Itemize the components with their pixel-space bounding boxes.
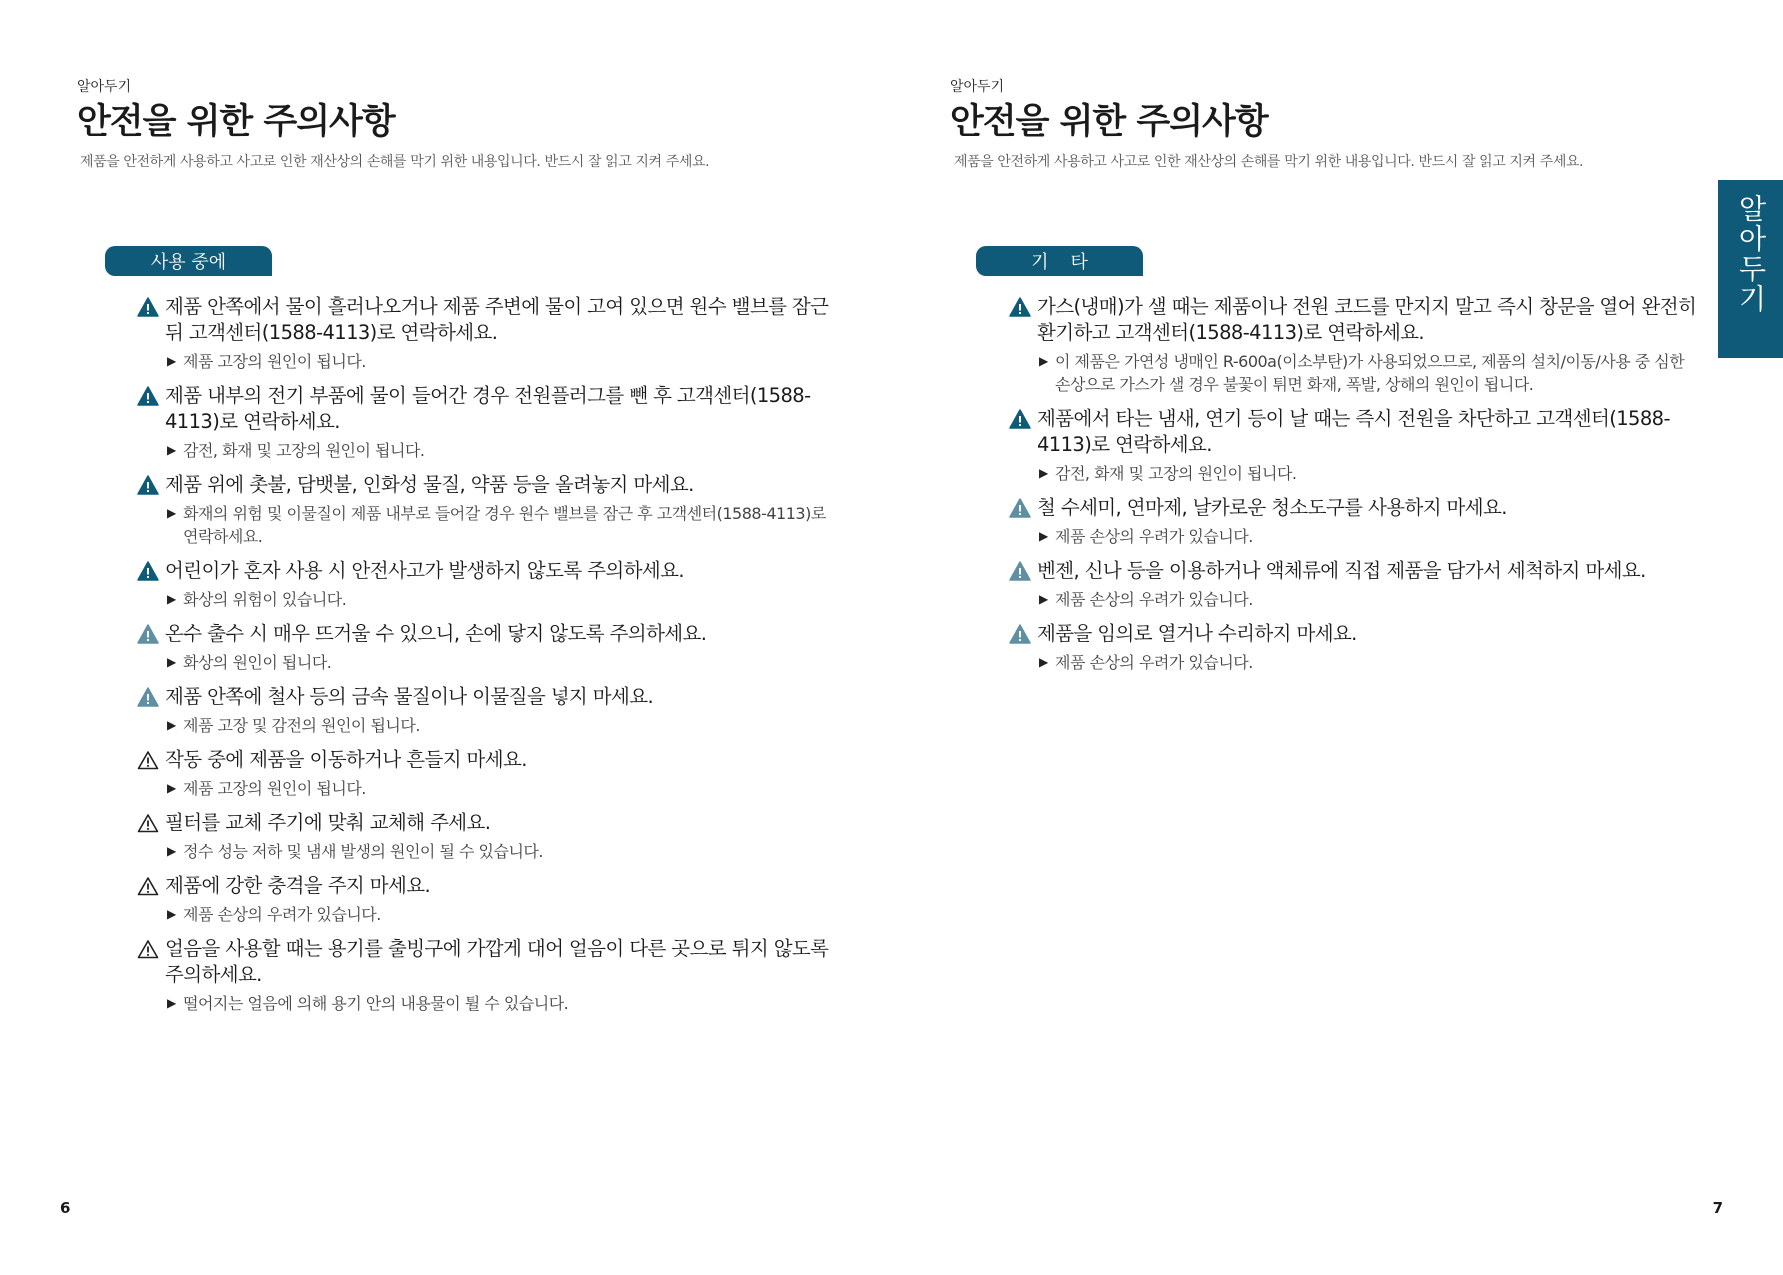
item-note: ▶ 제품 고장의 원인이 됩니다. [167,779,366,798]
arrow-right-icon: ▶ [1039,655,1048,669]
item-text: 철 수세미, 연마제, 날카로운 청소도구를 사용하지 마세요. [1037,496,1507,519]
warning-filled-icon [1009,409,1031,429]
item-note: ▶ 제품 고장의 원인이 됩니다. [167,352,366,371]
item-note: ▶ 화상의 위험이 있습니다. [167,590,347,609]
list-item [137,294,837,373]
warning-outline-icon [137,876,159,896]
page-title: 안전을 위한 주의사항 [77,102,395,142]
item-text: 벤젠, 신나 등을 이용하거나 액체류에 직접 제품을 담가서 세척하지 마세요. [1037,559,1646,582]
arrow-right-icon: ▶ [1039,592,1048,606]
item-text: 제품 안쪽에 철사 등의 금속 물질이나 이물질을 넣지 마세요. [165,685,654,708]
item-note: ▶ 정수 성능 저하 및 냄새 발생의 원인이 될 수 있습니다. [167,842,543,861]
caution-filled-icon [137,687,159,707]
caution-filled-icon [1009,498,1031,518]
list-item [137,472,837,548]
arrow-right-icon: ▶ [1039,354,1048,368]
list-item [1009,294,1699,396]
item-text: 제품에 강한 충격을 주지 마세요. [165,874,431,897]
caution-list [137,294,837,1025]
list-item [1009,495,1699,548]
list-item [137,383,837,462]
item-note: ▶ 제품 손상의 우려가 있습니다. [1039,653,1253,672]
item-note: ▶ 감전, 화재 및 고장의 원인이 됩니다. [167,441,425,460]
arrow-right-icon: ▶ [1039,529,1048,543]
warning-filled-icon [137,561,159,581]
page-kicker: 알아두기 [77,79,132,95]
item-text: 작동 중에 제품을 이동하거나 흔들지 마세요. [165,748,527,771]
list-item [137,621,837,674]
section-tab-in-use: 사용 중에 [105,246,272,276]
warning-outline-icon [137,813,159,833]
item-note: ▶ 제품 손상의 우려가 있습니다. [1039,527,1253,546]
warning-filled-icon [137,475,159,495]
item-text: 제품 위에 촛불, 담뱃불, 인화성 물질, 약품 등을 올려놓지 마세요. [165,473,694,496]
arrow-right-icon: ▶ [167,506,176,520]
item-note: ▶ 제품 손상의 우려가 있습니다. [167,905,381,924]
side-tab [1718,180,1783,358]
list-item [137,747,837,800]
arrow-right-icon: ▶ [167,907,176,921]
page-number: 7 [1712,1199,1723,1217]
list-item [137,936,837,1015]
list-item [137,684,837,737]
arrow-right-icon: ▶ [167,996,176,1010]
caution-filled-icon [1009,561,1031,581]
item-note: ▶ 떨어지는 얼음에 의해 용기 안의 내용물이 튈 수 있습니다. [167,994,569,1013]
right-page [892,0,1783,1275]
warning-filled-icon [1009,297,1031,317]
arrow-right-icon: ▶ [167,844,176,858]
section-tab-other: 기타 [976,246,1143,276]
arrow-right-icon: ▶ [167,592,176,606]
item-text: 얼음을 사용할 때는 용기를 출빙구에 가깝게 대어 얼음이 다른 곳으로 튀지 않도록 주의하세요. [165,937,829,986]
item-text: 어린이가 혼자 사용 시 안전사고가 발생하지 않도록 주의하세요. [165,559,684,582]
list-item [137,873,837,926]
item-text: 제품 안쪽에서 물이 흘러나오거나 제품 주변에 물이 고여 있으면 원수 밸브를 잠근 뒤 고객센터(1588-4113)로 연락하세요. [165,295,829,344]
list-item [137,558,837,611]
list-item [1009,558,1699,611]
item-note: ▶ 제품 고장 및 감전의 원인이 됩니다. [167,716,420,735]
list-item [1009,621,1699,674]
caution-filled-icon [1009,624,1031,644]
item-text: 온수 출수 시 매우 뜨거울 수 있으니, 손에 닿지 않도록 주의하세요. [165,622,707,645]
arrow-right-icon: ▶ [167,781,176,795]
item-text: 필터를 교체 주기에 맞춰 교체해 주세요. [165,811,491,834]
item-note: ▶ 감전, 화재 및 고장의 원인이 됩니다. [1039,464,1297,483]
warning-outline-icon [137,939,159,959]
item-note: ▶ 제품 손상의 우려가 있습니다. [1039,590,1253,609]
item-note: ▶ 화재의 위험 및 이물질이 제품 내부로 들어갈 경우 원수 밸브를 잠근 후 고객센터(1588-4113)로 연락하세요. [167,504,826,546]
caution-filled-icon [137,624,159,644]
item-text: 제품을 임의로 열거나 수리하지 마세요. [1037,622,1357,645]
warning-outline-icon [137,750,159,770]
page-number: 6 [60,1199,71,1217]
list-item [1009,406,1699,485]
warning-filled-icon [137,297,159,317]
caution-list [1009,294,1699,684]
arrow-right-icon: ▶ [167,718,176,732]
page-subtitle: 제품을 안전하게 사용하고 사고로 인한 재산상의 손해를 막기 위한 내용입니다. 반드시 잘 읽고 지켜 주세요. [80,154,710,170]
item-text: 제품에서 타는 냄새, 연기 등이 날 때는 즉시 전원을 차단하고 고객센터(1588-4113)로 연락하세요. [1037,407,1670,456]
arrow-right-icon: ▶ [167,354,176,368]
item-text: 제품 내부의 전기 부품에 물이 들어간 경우 전원플러그를 뺀 후 고객센터(1588-4113)로 연락하세요. [165,384,811,433]
list-item [137,810,837,863]
side-tab-label: 알아두기 [1734,194,1768,314]
arrow-right-icon: ▶ [167,655,176,669]
page-subtitle: 제품을 안전하게 사용하고 사고로 인한 재산상의 손해를 막기 위한 내용입니다. 반드시 잘 읽고 지켜 주세요. [954,154,1584,170]
arrow-right-icon: ▶ [167,443,176,457]
arrow-right-icon: ▶ [1039,466,1048,480]
warning-filled-icon [137,386,159,406]
page-title: 안전을 위한 주의사항 [950,102,1268,142]
item-note: ▶ 이 제품은 가연성 냉매인 R-600a(이소부탄)가 사용되었으므로, 제품의 설치/이동/사용 중 심한 손상으로 가스가 샐 경우 불꽃이 튀면 화재, 폭발, 상해의 원인이 됩니다. [1039,352,1685,394]
item-text: 가스(냉매)가 샐 때는 제품이나 전원 코드를 만지지 말고 즉시 창문을 열어 완전히 환기하고 고객센터(1588-4113)로 연락하세요. [1037,295,1697,344]
page-kicker: 알아두기 [950,79,1005,95]
item-note: ▶ 화상의 원인이 됩니다. [167,653,332,672]
